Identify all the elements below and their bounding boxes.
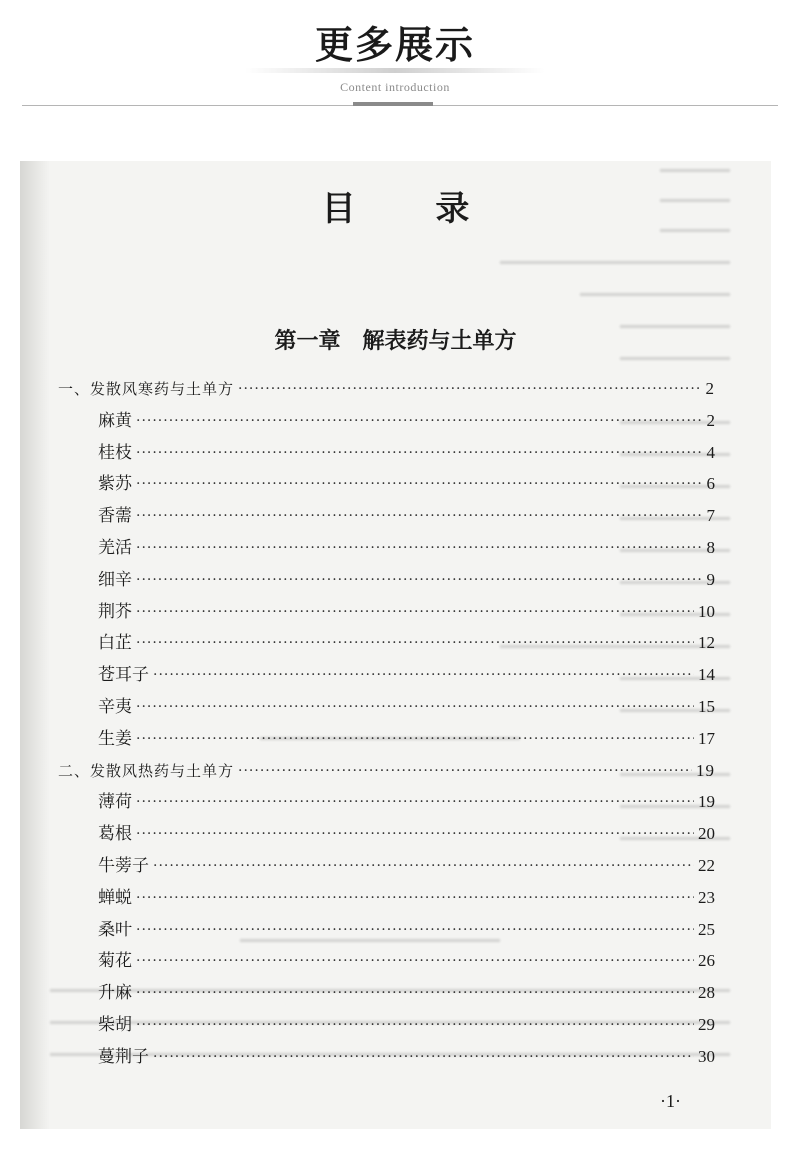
dot-leader bbox=[136, 506, 703, 526]
dot-leader bbox=[136, 538, 703, 558]
dot-leader bbox=[136, 443, 703, 463]
toc-entry bbox=[98, 979, 715, 1003]
header-subtitle: Content introduction bbox=[340, 80, 450, 94]
toc-entry bbox=[98, 502, 715, 526]
dot-leader bbox=[153, 1047, 694, 1067]
dot-leader bbox=[136, 983, 694, 1003]
toc-entry bbox=[98, 566, 715, 590]
toc-entry-page: 10 bbox=[698, 601, 715, 621]
chapter-heading: 第一章 解表药与土单方 bbox=[274, 329, 517, 354]
header-title: 更多展示 bbox=[314, 23, 475, 67]
toc-entry-page: 23 bbox=[698, 887, 715, 907]
toc-entry-title: 菊花 bbox=[98, 951, 132, 972]
dot-leader bbox=[238, 379, 701, 399]
toc-entry-title: 柴胡 bbox=[98, 1015, 132, 1035]
toc-entry-title: 桑叶 bbox=[98, 919, 132, 940]
toc-entry bbox=[98, 1043, 715, 1067]
toc-entry bbox=[98, 439, 715, 463]
toc-entry bbox=[98, 820, 715, 844]
toc-section-entry bbox=[58, 757, 715, 781]
toc-entry bbox=[98, 598, 715, 622]
dot-leader bbox=[153, 665, 694, 685]
toc-entry-title: 白芷 bbox=[98, 633, 132, 654]
book-page-photo bbox=[20, 161, 771, 1129]
dot-leader bbox=[238, 761, 692, 781]
toc-entry bbox=[98, 470, 715, 494]
toc-entry bbox=[98, 1011, 715, 1035]
toc-entry bbox=[98, 916, 715, 940]
toc-entry bbox=[98, 725, 715, 749]
toc-entry-title: 生姜 bbox=[98, 728, 132, 749]
toc-entry-title: 苍耳子 bbox=[98, 665, 149, 686]
toc-section-entry bbox=[58, 375, 715, 399]
toc-entry-title: 荆芥 bbox=[98, 601, 132, 622]
dot-leader bbox=[136, 570, 703, 590]
toc-entry bbox=[98, 693, 715, 717]
dot-leader bbox=[136, 697, 694, 717]
toc-entry-title: 香薷 bbox=[98, 506, 132, 527]
toc-entry-page: 2 bbox=[705, 379, 715, 398]
dot-leader bbox=[153, 856, 694, 876]
toc-entry-page: 12 bbox=[698, 633, 715, 653]
toc-entry-title: 升麻 bbox=[98, 983, 132, 1004]
toc-entry-title: 蔓荆子 bbox=[98, 1046, 149, 1067]
dot-leader bbox=[136, 888, 694, 908]
toc-entry-page: 9 bbox=[706, 569, 715, 589]
toc-entry bbox=[98, 947, 715, 971]
dot-leader bbox=[136, 602, 694, 622]
dot-leader bbox=[136, 729, 694, 749]
toc-entry-page: 8 bbox=[706, 538, 715, 557]
page-header bbox=[0, 0, 790, 110]
toc-entry-page: 28 bbox=[698, 983, 715, 1003]
toc-entry bbox=[98, 407, 715, 431]
toc-entry-title: 麻黄 bbox=[98, 410, 132, 431]
dot-leader bbox=[136, 411, 703, 431]
toc-entry-page: 22 bbox=[698, 856, 715, 875]
header-divider-accent bbox=[353, 102, 433, 106]
dot-leader bbox=[136, 920, 694, 940]
toc-entry-title: 牛蒡子 bbox=[98, 856, 149, 876]
toc-entry bbox=[98, 629, 715, 653]
dot-leader bbox=[136, 792, 694, 812]
toc-entry-page: 19 bbox=[696, 760, 715, 780]
toc-entry-page: 29 bbox=[698, 1015, 715, 1034]
toc-entry-title: 细辛 bbox=[98, 569, 132, 590]
toc-entry-page: 7 bbox=[706, 506, 715, 526]
toc-entry-page: 4 bbox=[706, 442, 715, 462]
toc-entry-page: 30 bbox=[698, 1046, 715, 1066]
toc-entry-title: 一、发散风寒药与土单方 bbox=[58, 380, 235, 398]
toc-entry-title: 辛夷 bbox=[98, 697, 132, 717]
dot-leader bbox=[136, 824, 694, 844]
toc-entry-title: 蝉蜕 bbox=[98, 887, 132, 908]
dot-leader bbox=[136, 1015, 694, 1035]
toc-entry bbox=[98, 661, 715, 685]
toc-entry-title: 桂枝 bbox=[98, 442, 132, 463]
toc-entry-title: 紫苏 bbox=[98, 474, 132, 495]
toc-entry-title: 二、发散风热药与土单方 bbox=[58, 761, 235, 780]
dot-leader bbox=[136, 633, 694, 653]
title-underline-decoration bbox=[245, 68, 545, 73]
toc-entry-page: 14 bbox=[698, 665, 715, 685]
toc-entry-page: 25 bbox=[698, 919, 715, 939]
toc-title: 目 录 bbox=[321, 189, 504, 229]
toc-entry-page: 15 bbox=[698, 697, 715, 716]
toc-entry-title: 葛根 bbox=[98, 824, 132, 845]
toc-entry-page: 2 bbox=[706, 410, 715, 430]
toc-entry-page: 6 bbox=[706, 474, 715, 494]
toc-entry bbox=[98, 884, 715, 908]
dot-leader bbox=[136, 951, 694, 971]
page-number: ·1· bbox=[660, 1091, 681, 1111]
toc-entry bbox=[98, 852, 715, 876]
table-of-contents bbox=[20, 161, 771, 1129]
toc-entry-page: 26 bbox=[698, 951, 715, 971]
toc-entry-title: 薄荷 bbox=[98, 792, 132, 813]
toc-entry-page: 19 bbox=[698, 792, 715, 812]
toc-entry-title: 羌活 bbox=[98, 538, 132, 558]
toc-entry-page: 20 bbox=[698, 824, 715, 844]
toc-entry bbox=[98, 534, 715, 558]
dot-leader bbox=[136, 474, 703, 494]
toc-entry-page: 17 bbox=[698, 728, 715, 748]
toc-entry bbox=[98, 788, 715, 812]
